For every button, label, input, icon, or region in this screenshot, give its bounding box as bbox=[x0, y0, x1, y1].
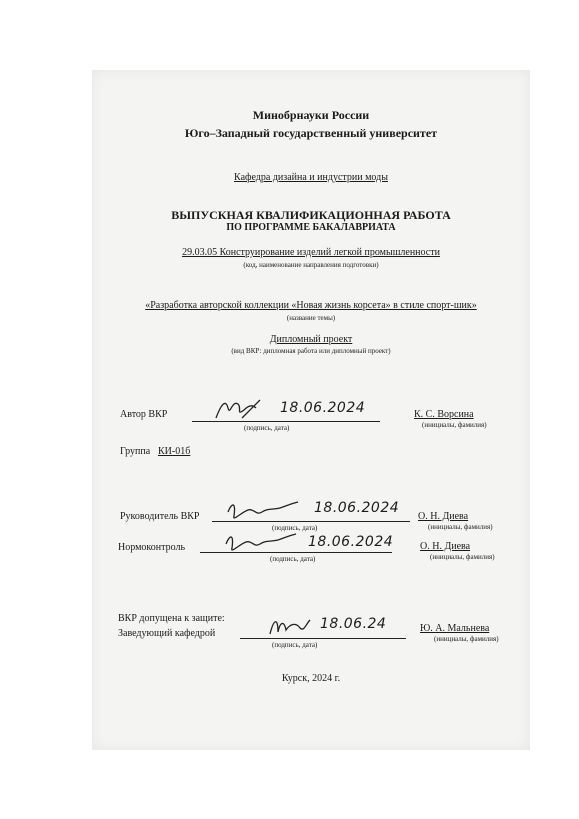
document-subtitle: ПО ПРОГРАММЕ БАКАЛАВРИАТА bbox=[226, 222, 396, 233]
normcontrol-signature-line bbox=[200, 552, 392, 553]
supervisor-caption: (подпись, дата) bbox=[272, 524, 318, 532]
author-label: Автор ВКР bbox=[120, 409, 168, 420]
direction-caption: (код, наименование направления подготовки) bbox=[243, 261, 379, 269]
author-name: К. С. Ворсина bbox=[414, 409, 474, 420]
supervisor-name: О. Н. Диева bbox=[418, 511, 469, 522]
author-caption: (подпись, дата) bbox=[244, 424, 290, 432]
normcontrol-name: О. Н. Диева bbox=[420, 541, 471, 552]
admission-line: ВКР допущена к защите: bbox=[118, 613, 225, 624]
normcontrol-date: 18.06.2024 bbox=[308, 534, 394, 550]
document-title: ВЫПУСКНАЯ КВАЛИФИКАЦИОННАЯ РАБОТА bbox=[171, 208, 451, 222]
ministry-name: Минобрнауки России bbox=[252, 108, 370, 122]
author-name-caption: (инициалы, фамилия) bbox=[422, 421, 487, 429]
direction-value: 29.03.05 Конструирование изделий легкой промышленности bbox=[182, 247, 440, 258]
head-of-department-caption: (подпись, дата) bbox=[272, 641, 318, 649]
supervisor-date: 18.06.2024 bbox=[314, 500, 400, 516]
head-of-department-signature-line bbox=[240, 638, 406, 639]
normcontrol-caption: (подпись, дата) bbox=[270, 555, 316, 563]
author-signature-line bbox=[192, 421, 380, 422]
city-year: Курск, 2024 г. bbox=[281, 673, 341, 684]
head-of-department-date: 18.06.24 bbox=[320, 616, 387, 632]
work-type-caption: (вид ВКР: дипломная работа или дипломный проект) bbox=[231, 347, 391, 355]
group-value: КИ-01б bbox=[158, 446, 191, 457]
supervisor-name-caption: (инициалы, фамилия) bbox=[428, 523, 493, 531]
university-name: Юго–Западный государственный университет bbox=[184, 126, 438, 140]
supervisor-signature-line bbox=[212, 521, 410, 522]
normcontrol-name-caption: (инициалы, фамилия) bbox=[430, 553, 495, 561]
author-date: 18.06.2024 bbox=[280, 400, 366, 416]
topic-value: «Разработка авторской коллекции «Новая жизнь корсета» в стиле спорт-шик» bbox=[145, 300, 477, 311]
head-of-department-name-caption: (инициалы, фамилия) bbox=[434, 635, 499, 643]
normcontrol-label: Нормоконтроль bbox=[118, 542, 186, 553]
work-type-value: Дипломный проект bbox=[269, 334, 353, 345]
department-name: Кафедра дизайна и индустрии моды bbox=[234, 172, 388, 183]
document-page bbox=[92, 70, 530, 750]
topic-caption: (название темы) bbox=[286, 314, 336, 322]
head-of-department-signature bbox=[266, 614, 312, 640]
head-of-department-label: Заведующий кафедрой bbox=[118, 628, 216, 639]
group-label: Группа bbox=[120, 446, 151, 457]
author-signature bbox=[212, 396, 272, 424]
supervisor-label: Руководитель ВКР bbox=[120, 511, 200, 522]
head-of-department-name: Ю. А. Мальнева bbox=[420, 623, 490, 634]
